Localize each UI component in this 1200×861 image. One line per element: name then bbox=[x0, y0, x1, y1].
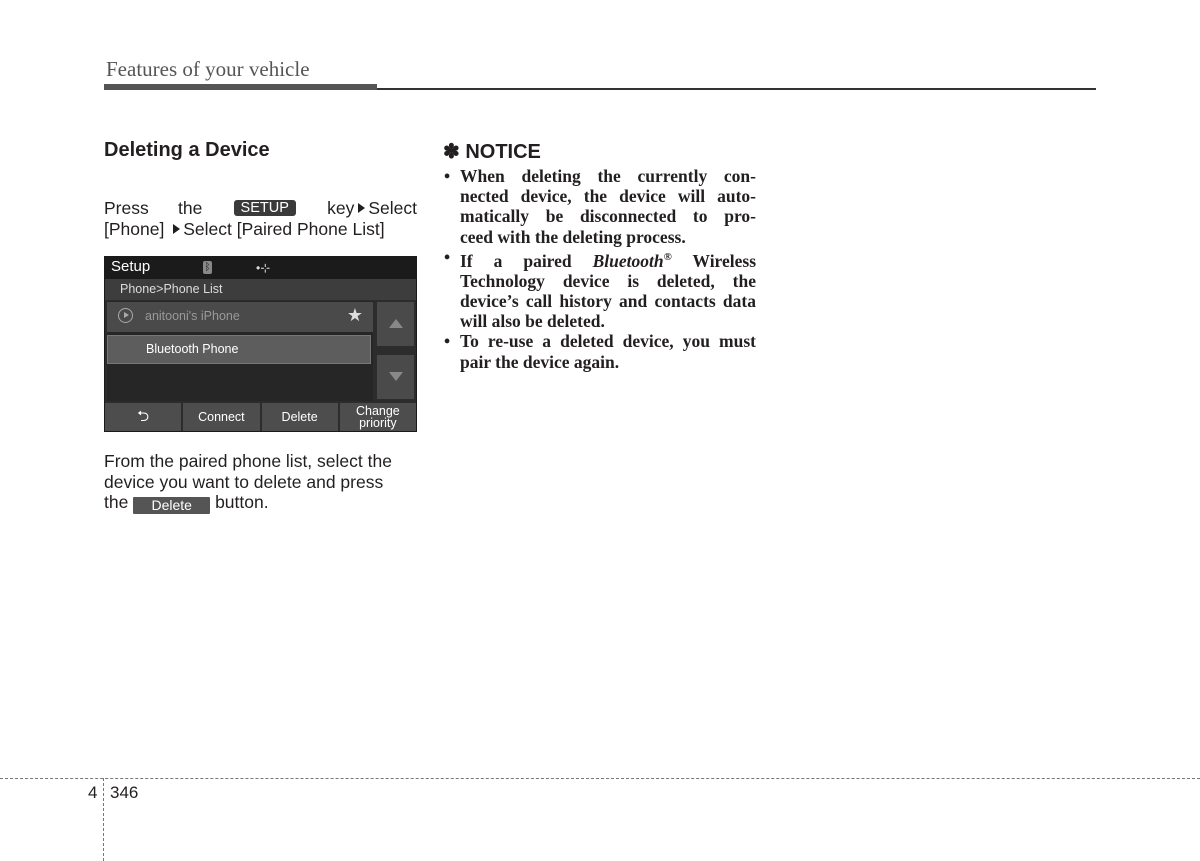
star-icon: ★ bbox=[346, 305, 363, 325]
screen-title: Setup bbox=[111, 258, 151, 275]
arrow-right-icon bbox=[173, 224, 180, 234]
chapter-number: 4 bbox=[88, 783, 98, 802]
paragraph-line: device you want to delete and press bbox=[104, 471, 384, 492]
breadcrumb: Phone>Phone List bbox=[120, 282, 223, 296]
device-list bbox=[107, 301, 373, 401]
delete-key-badge: Delete bbox=[133, 497, 210, 514]
screen-button-bar bbox=[105, 403, 416, 431]
footer-rule bbox=[0, 778, 1200, 779]
page-number: 346 bbox=[110, 783, 139, 802]
head-unit-screen bbox=[104, 256, 417, 432]
footer-divider bbox=[103, 778, 104, 861]
section-heading: Deleting a Device bbox=[104, 139, 270, 161]
screen-title-bar bbox=[105, 257, 416, 279]
back-icon: ⮌ bbox=[137, 408, 150, 425]
notice-heading: ✽ NOTICE bbox=[443, 141, 541, 163]
device-name: anitooni's iPhone bbox=[145, 309, 240, 323]
scrollbar bbox=[377, 301, 414, 401]
instruction-line-2: [Phone] Select [Paired Phone List] bbox=[104, 218, 385, 239]
usb-icon: •⊹ bbox=[256, 261, 271, 275]
notice-item: • If a paired Bluetooth® Wireless Technology device is deleted, the device’s call history and contacts data will also be deleted. bbox=[443, 247, 756, 332]
scroll-down-icon bbox=[389, 372, 403, 381]
instruction-paragraph bbox=[104, 198, 417, 239]
instruction-line-1 bbox=[104, 198, 417, 219]
word: the bbox=[177, 198, 203, 218]
device-name: Bluetooth Phone bbox=[146, 342, 239, 356]
notice-item: • When deleting the currently con- nected device, the device will auto- matically be disconnected to pro- ceed with the deleting process. bbox=[443, 166, 756, 247]
notice-item: • To re-use a deleted device, you must pair the device again. bbox=[443, 331, 756, 371]
bluetooth-icon: ᛒ bbox=[204, 262, 211, 273]
arrow-right-icon bbox=[358, 203, 365, 213]
change-priority-button[interactable] bbox=[338, 403, 416, 431]
scroll-up-icon bbox=[389, 319, 403, 328]
paragraph-line: the Delete button. bbox=[104, 492, 269, 513]
key-select-text: key Select bbox=[327, 198, 417, 218]
scroll-down-button[interactable] bbox=[377, 355, 414, 399]
device-list-item-selected[interactable] bbox=[107, 335, 371, 364]
bluetooth-term: Bluetooth bbox=[592, 250, 664, 271]
setup-key-badge: SETUP bbox=[234, 200, 296, 216]
notice-list bbox=[443, 166, 756, 372]
paragraph-line: From the paired phone list, select the bbox=[104, 451, 392, 471]
change-priority-label: Change priority bbox=[355, 404, 400, 430]
delete-button[interactable]: Delete bbox=[260, 403, 338, 431]
delete-instruction-paragraph bbox=[104, 451, 417, 514]
word: Press bbox=[104, 198, 149, 218]
header-title: Features of your vehicle bbox=[106, 57, 310, 81]
connect-button[interactable]: Connect bbox=[181, 403, 259, 431]
header-rule-accent bbox=[104, 84, 377, 90]
scroll-up-button[interactable] bbox=[377, 302, 414, 346]
play-icon bbox=[118, 308, 133, 323]
device-list-item[interactable] bbox=[107, 302, 373, 332]
back-button[interactable] bbox=[105, 403, 181, 431]
screen-breadcrumb-bar bbox=[105, 279, 416, 300]
